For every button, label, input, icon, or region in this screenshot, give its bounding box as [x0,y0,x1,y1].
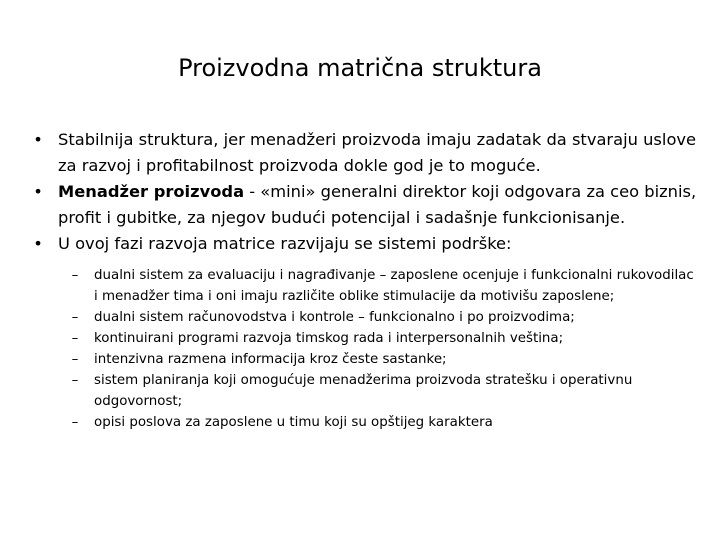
sub-bullet-text: dualni sistem za evaluaciju i nagrađivanje – zaposlene ocenjuje i funkcionalni rukovodilac i menadžer tima i oni imaju različite oblike stimulacije da motivišu zaposlene; [94,268,694,304]
slide-title: Proizvodna matrična struktura [178,54,542,82]
bullet-dot-icon: • [33,234,43,253]
sub-bullet-item [67,307,694,328]
bullet-list [30,127,700,433]
bullet-item [30,127,700,179]
sub-bullet-list [58,265,700,433]
dash-icon: – [71,331,79,346]
sub-bullet-text: dualni sistem računovodstva i kontrole – funkcionalno i po proizvodima; [94,310,575,325]
dash-icon: – [71,352,79,367]
sub-bullet-item [67,265,694,307]
dash-icon: – [71,268,79,283]
sub-bullet-text: opisi poslova za zaposlene u timu koji su opštijeg karaktera [94,415,493,430]
sub-bullet-text: kontinuirani programi razvoja timskog rada i interpersonalnih veština; [94,331,564,346]
bullet-text: U ovoj fazi razvoja matrice razvijaju se sistemi podrške: [58,234,512,253]
sub-bullet-item [67,349,694,370]
dash-icon: – [71,415,79,430]
bullet-bold-term: Menadžer proizvoda [58,182,245,201]
bullet-text: Stabilnija struktura, jer menadžeri proizvoda imaju zadatak da stvaraju uslove za razvoj i profitabilnost proizvoda dokle god je to moguće. [58,130,697,175]
bullet-dot-icon: • [33,182,43,201]
dash-icon: – [71,310,79,325]
bullet-dot-icon: • [33,130,43,149]
sub-bullet-text: intenzivna razmena informacija kroz česte sastanke; [94,352,447,367]
bullet-item [30,179,700,231]
sub-bullet-text: sistem planiranja koji omogućuje menadžerima proizvoda stratešku i operativnu odgovornost; [94,373,633,409]
sub-bullet-item [67,328,694,349]
bullet-item [30,231,700,433]
dash-icon: – [71,373,79,388]
bullet-text: - «mini» generalni direktor koji odgovara za ceo biznis, profit i gubitke, za njegov budući potencijal i sadašnje funkcionisanje. [58,182,697,227]
sub-bullet-item [67,370,694,412]
sub-bullet-item [67,412,694,433]
